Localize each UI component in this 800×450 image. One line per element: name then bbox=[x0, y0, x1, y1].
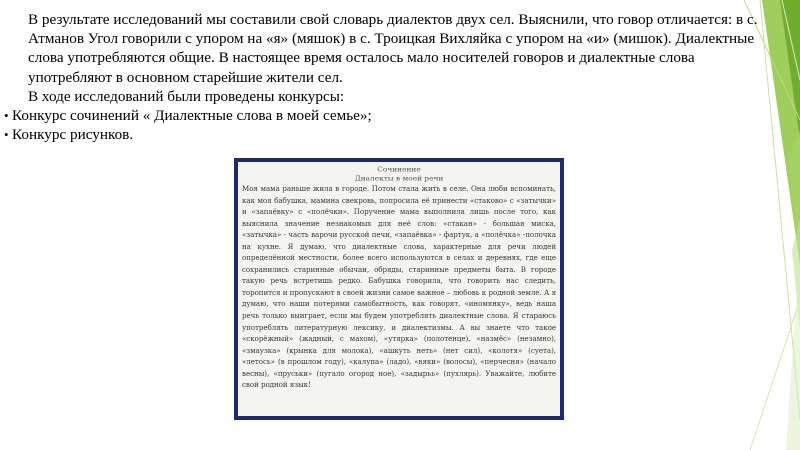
contests-intro: В ходе исследований были проведены конкурсы: bbox=[28, 87, 345, 105]
essay-scan-image bbox=[234, 158, 564, 420]
essay-heading: Сочинение bbox=[377, 165, 421, 174]
bullet-icon: • bbox=[4, 108, 9, 124]
list-item bbox=[0, 125, 770, 144]
essay-subheading: Диалекты в моей речи bbox=[354, 174, 444, 183]
list-item bbox=[0, 106, 770, 125]
results-paragraph: В результате исследований мы составили свой словарь диалектов двух сел. Выяснили, что говор отличается: в с. Атманов Угол говорили с упором на «я» (мяшок) в с. Троицкая Вихляйка с упором на «и» (мишок). Диалектные слова употребляются общие. В настоящее время осталось мало носителей говоров и диалектные слова употребляют в основном старейшие жители сел. bbox=[28, 11, 758, 86]
bullet-icon: • bbox=[4, 127, 9, 143]
essay-body: Моя мама раньше жила в городе. Потом стала жить в селе. Она люби вспоминать, как моя бабушка, мамина свекровь, попросила её принести «стаково» с «затычки» и «запаёвку» с «полёчки». Поручение мама выполнила лишь после того, как выяснила значение незнакомых для неё слов: «стакан» - большая миска, «затычка» - часть варочи русской печи, «запаёвка» - фартук, а «полёчка» -полочка на кухне. Я думаю, что диалектные слова, характерные для речи людей определённой местности, более всего используются в селах и деревнях, где еще сохранились старинные обычаи, обряды, старинные предметы быта. В городе такую речь встретишь редко. Бабушка говорила, что говорить нас следить, торопится и пропускают в своей жизни самое важное – любовь к родной земле. А я думаю, что наши потерями самобытность, как говорят, «иномянку», ведь наша речь только выиграет, если мы будем употреблять диалектные слова. Я стараюсь употреблять литературную лексику, и диалектизмы. А вы знаете что такое «скорёжный» (жадный, с махом), «утярка» (полотенце), «назмёс» (незамно), «змаузка» (крынка для молока), «ашкуть неть» (нет сил), «колотя» (суета), «летось» (в прошлом году), «калупа» (ладо), «вяки» (волосы), «перчесня» (начало весны), «пруськи» (пугало огород ное), «задырьь» (пухлярь). Уважайте, любите свой родной язык! bbox=[242, 184, 556, 390]
bullet-drawing-contest: Конкурс рисунков. bbox=[12, 126, 134, 144]
slide-text bbox=[0, 10, 770, 144]
bullet-essay-contest: Конкурс сочинений « Диалектные слова в моей семье»; bbox=[12, 107, 372, 125]
